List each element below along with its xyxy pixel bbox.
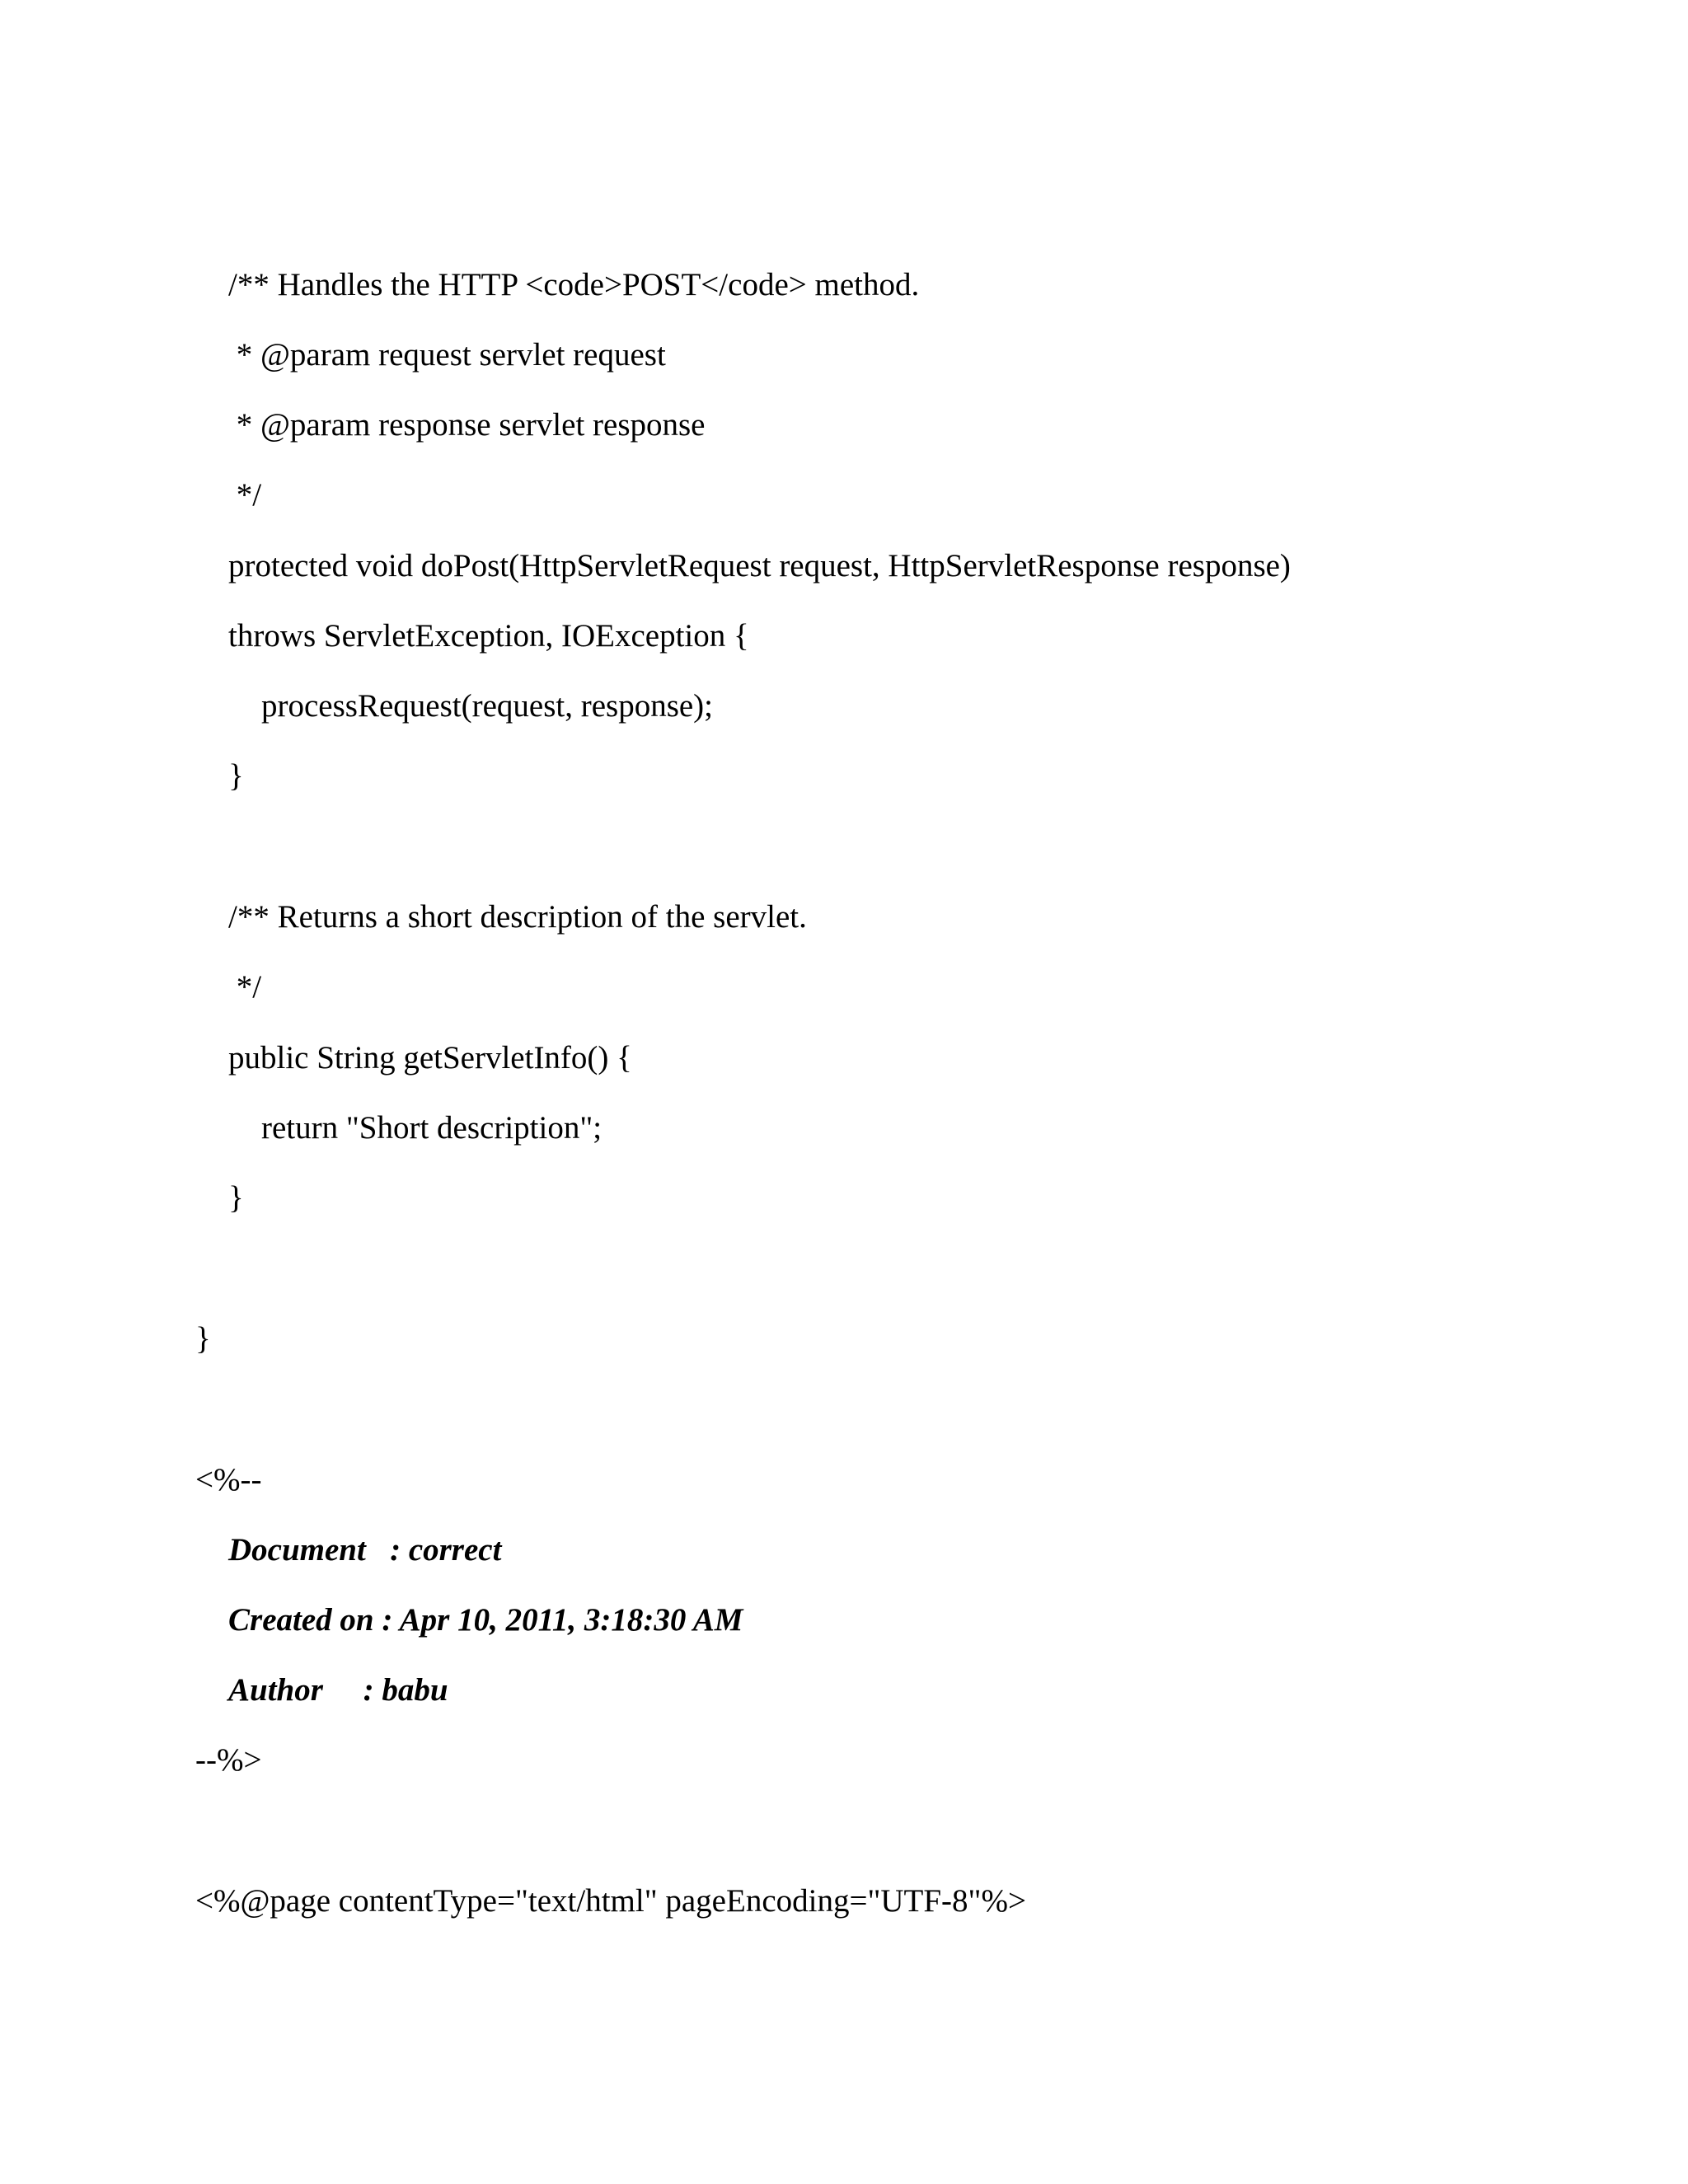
code-line-javadoc-post-open: /** Handles the HTTP <code>POST</code> method. — [228, 267, 920, 302]
jsp-comment-document: Document : correct — [228, 1532, 502, 1568]
code-line-param-response: * @param response servlet response — [228, 407, 706, 443]
code-line-class-close-brace: } — [195, 1321, 211, 1357]
jsp-comment-open: <%-- — [195, 1462, 262, 1497]
code-line-javadoc-post-close: */ — [228, 477, 262, 513]
jsp-comment-author: Author : babu — [228, 1672, 448, 1708]
code-line-process-request: processRequest(request, response); — [261, 688, 713, 724]
code-line-javadoc-info-open: /** Returns a short description of the servlet. — [228, 899, 807, 935]
jsp-page-directive: <%@page contentType="text/html" pageEncoding="UTF-8"%> — [195, 1883, 1026, 1919]
code-line-javadoc-info-close: */ — [228, 969, 262, 1005]
code-line-param-request: * @param request servlet request — [228, 337, 666, 373]
jsp-comment-close: --%> — [195, 1742, 262, 1778]
code-line-throws: throws ServletException, IOException { — [228, 618, 749, 654]
code-line-dopost-close-brace: } — [228, 758, 244, 794]
jsp-comment-created-on: Created on : Apr 10, 2011, 3:18:30 AM — [228, 1602, 743, 1638]
code-line-dopost-signature: protected void doPost(HttpServletRequest request, HttpServletResponse response) — [228, 548, 1291, 583]
code-line-getservletinfo-close-brace: } — [228, 1180, 244, 1216]
code-line-getservletinfo-signature: public String getServletInfo() { — [228, 1040, 632, 1076]
code-line-return-description: return "Short description"; — [261, 1110, 603, 1146]
